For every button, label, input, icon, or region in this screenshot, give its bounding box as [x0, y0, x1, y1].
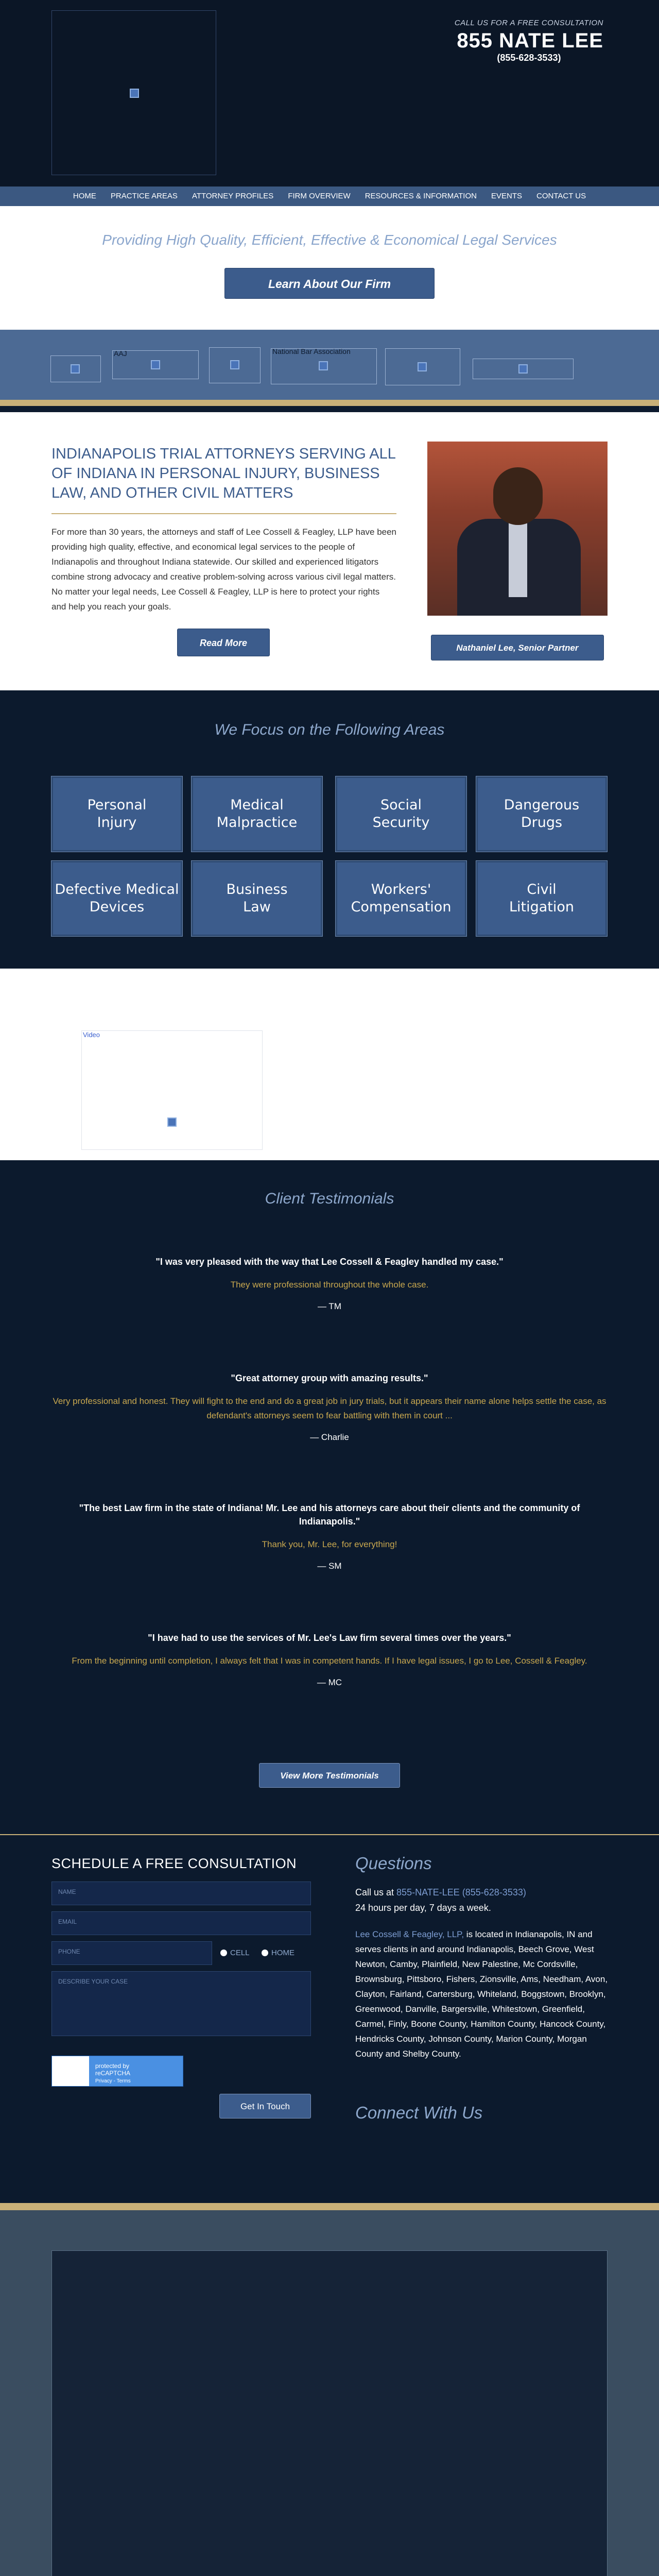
video-player[interactable]: [81, 1030, 263, 1150]
get-in-touch-button[interactable]: Get In Touch: [219, 2094, 311, 2119]
area-label: Dangerous: [504, 797, 580, 813]
logo-image-placeholder-icon: [130, 89, 139, 98]
recaptcha-badge[interactable]: [51, 2056, 183, 2087]
area-label: Drugs: [521, 815, 563, 831]
areas-heading: We Focus on the Following Areas: [214, 721, 445, 738]
attorney-photo: [427, 442, 608, 616]
nav-events[interactable]: EVENTS: [491, 192, 522, 200]
association-logo[interactable]: [209, 347, 261, 383]
hours-text: 24 hours per day, 7 days a week.: [355, 1903, 491, 1913]
testimonial: [51, 1501, 608, 1571]
video-label: Video: [83, 1031, 100, 1039]
area-business-law[interactable]: [191, 860, 323, 937]
area-label: Litigation: [509, 899, 575, 915]
intro-body: For more than 30 years, the attorneys and staff of Lee Cossell & Feagley, LLP have been providing high quality, effective, and economical legal services to the people of Indianapolis and throughout Indiana statewide. Our skilled and experienced litigators combine strong advocacy and creative problem-solving across various civil legal matters. No matter your legal needs, Lee Cossell & Feagley, LLP is here to protect your rights and help you reach your goals.: [51, 527, 397, 612]
image-placeholder-icon: [230, 360, 239, 369]
image-placeholder-icon: [518, 364, 528, 374]
associations-strip: [0, 330, 659, 406]
area-label: Medical: [230, 797, 284, 813]
testimonial: [51, 1371, 608, 1443]
nav-contact-us[interactable]: CONTACT US: [536, 192, 586, 200]
area-label: Malpractice: [216, 815, 298, 831]
testimonial-text: Thank you, Mr. Lee, for everything!: [262, 1539, 397, 1549]
testimonial-quote: "I was very pleased with the way that Lee Cossell & Feagley handled my case.": [155, 1257, 504, 1267]
association-logo[interactable]: [50, 355, 101, 382]
association-label: AAJ: [114, 349, 127, 358]
image-placeholder-icon: [151, 360, 160, 369]
cta-phone-digits[interactable]: (855-628-3533): [497, 53, 561, 63]
radio-icon: [220, 1950, 227, 1956]
name-field[interactable]: NAME: [51, 1882, 311, 1905]
area-personal-injury[interactable]: [51, 776, 183, 852]
hero-tagline: Providing High Quality, Efficient, Effective & Economical Legal Services: [102, 232, 557, 248]
nav-attorney-profiles[interactable]: ATTORNEY PROFILES: [192, 192, 274, 200]
area-label: Civil: [527, 882, 557, 897]
recaptcha-text: protected by reCAPTCHA Privacy - Terms: [95, 2062, 131, 2084]
office-section: [0, 2210, 659, 2576]
logo-link[interactable]: [51, 10, 216, 175]
area-label: Compensation: [351, 899, 452, 915]
read-more-button[interactable]: Read More: [177, 629, 270, 656]
home-label: HOME: [271, 1948, 294, 1957]
image-placeholder-icon: [319, 361, 328, 370]
learn-about-firm-button[interactable]: Learn About Our Firm: [224, 268, 435, 299]
testimonials-heading: Client Testimonials: [265, 1190, 394, 1207]
cta-phone-word[interactable]: 855 NATE LEE: [457, 29, 603, 52]
association-logo-nba[interactable]: [271, 348, 377, 384]
questions-heading: Questions: [355, 1854, 432, 1873]
consultation-heading: SCHEDULE A FREE CONSULTATION: [51, 1856, 297, 1871]
nav-resources[interactable]: RESOURCES & INFORMATION: [365, 192, 477, 200]
testimonial: [51, 1255, 608, 1312]
office-map[interactable]: [51, 2250, 608, 2576]
testimonial-quote: "Great attorney group with amazing results.": [231, 1373, 428, 1383]
practice-areas-section: [0, 690, 659, 969]
home-radio[interactable]: [262, 1948, 294, 1957]
association-label: National Bar Association: [272, 347, 351, 355]
area-civil-litigation[interactable]: [476, 860, 608, 937]
image-placeholder-icon: [71, 364, 80, 374]
association-logo-aaj[interactable]: [112, 350, 199, 379]
photo-shirt: [509, 520, 527, 597]
area-defective-medical-devices[interactable]: [51, 860, 183, 937]
testimonial-author: — Charlie: [310, 1432, 349, 1442]
area-label: Injury: [97, 815, 137, 831]
testimonial-text: Very professional and honest. They will fight to the end and do a great job in jury trials, but it appears their name alone helps settle the case, as defendant's attorneys seem to fear battling with them in court ...: [53, 1396, 606, 1420]
area-label: Defective Medical: [55, 882, 179, 897]
testimonial-text: They were professional throughout the whole case.: [230, 1280, 429, 1290]
phone-field[interactable]: PHONE: [51, 1941, 212, 1965]
recaptcha-logo-icon: [52, 2056, 89, 2086]
firm-name-link[interactable]: Lee Cossell & Feagley, LLP,: [355, 1929, 464, 1939]
video-section: [0, 969, 659, 1160]
testimonial-quote: "The best Law firm in the state of Indiana! Mr. Lee and his attorneys care about their clients and the community of Indianapolis.": [79, 1503, 580, 1527]
cell-label: CELL: [230, 1948, 250, 1957]
site-header: [0, 0, 659, 187]
area-workers-compensation[interactable]: [335, 860, 467, 937]
email-field[interactable]: EMAIL: [51, 1911, 311, 1935]
area-label: Security: [372, 815, 430, 831]
main-nav: [0, 187, 659, 206]
radio-icon: [262, 1950, 268, 1956]
nav-firm-overview[interactable]: FIRM OVERVIEW: [288, 192, 351, 200]
call-prefix: Call us at: [355, 1887, 397, 1897]
case-description-field[interactable]: DESCRIBE YOUR CASE: [51, 1971, 311, 2036]
connect-heading: Connect With Us: [355, 2103, 483, 2122]
area-label: Social: [380, 797, 422, 813]
cell-radio[interactable]: [220, 1948, 250, 1957]
association-logo[interactable]: [385, 348, 460, 385]
nav-home[interactable]: HOME: [73, 192, 96, 200]
cta-line: CALL US FOR A FREE CONSULTATION: [454, 19, 603, 27]
testimonial: [51, 1631, 608, 1688]
association-logo[interactable]: [473, 359, 574, 379]
area-dangerous-drugs[interactable]: [476, 776, 608, 852]
video-placeholder-icon: [167, 1117, 177, 1127]
area-label: Law: [243, 899, 271, 915]
area-label: Personal: [87, 797, 147, 813]
area-medical-malpractice[interactable]: [191, 776, 323, 852]
divider: [51, 513, 396, 514]
testimonial-author: — TM: [318, 1301, 341, 1311]
testimonial-text: From the beginning until completion, I always felt that I was in competent hands. If I have legal issues, I go to Lee, Cossell & Feagley.: [72, 1656, 587, 1666]
call-phone-link[interactable]: 855-NATE-LEE (855-628-3533): [396, 1887, 526, 1897]
header-cta: [455, 19, 603, 63]
contact-section: [0, 1835, 659, 2210]
photo-head: [493, 467, 543, 525]
testimonial-author: — SM: [317, 1561, 342, 1571]
image-placeholder-icon: [418, 362, 427, 371]
attorney-profile-button[interactable]: Nathaniel Lee, Senior Partner: [431, 635, 604, 660]
area-social-security[interactable]: [335, 776, 467, 852]
area-label: Devices: [89, 899, 145, 915]
call-info: [355, 1885, 613, 1916]
testimonial-author: — MC: [317, 1677, 342, 1687]
area-label: Business: [226, 882, 288, 897]
intro-section: [0, 412, 659, 690]
testimonial-quote: "I have had to use the services of Mr. Lee's Law firm several times over the years.": [148, 1633, 511, 1643]
intro-heading: INDIANAPOLIS TRIAL ATTORNEYS SERVING ALL OF INDIANA IN PERSONAL INJURY, BUSINESS LAW, AND OTHER CIVIL MATTERS: [51, 446, 395, 501]
service-areas-text: is located in Indianapolis, IN and serves clients in and around Indianapolis, Beech Grove, West Newton, Camby, Plainfield, New Palestine, Mc Cordsville, Brownsburg, Pittsboro, Fishers, Zionsville, Ams, Needham, Avon, Clayton, Fairland, Cartersburg, Whiteland, Boggstown, Brooklyn, Greenwood, Danville, Bargersville, Whitestown, Greenfield, Carmel, Finly, Boone County, Hamilton County, Hancock County, Hendricks County, Johnson County, Marion County, Morgan County and Shelby County.: [355, 1929, 608, 2059]
view-more-testimonials-button[interactable]: View More Testimonials: [259, 1763, 400, 1788]
nav-practice-areas[interactable]: PRACTICE AREAS: [110, 192, 178, 200]
testimonials-section: [0, 1160, 659, 1835]
area-label: Workers': [371, 882, 431, 897]
hero-section: [0, 206, 659, 330]
service-areas: [355, 1927, 613, 2061]
